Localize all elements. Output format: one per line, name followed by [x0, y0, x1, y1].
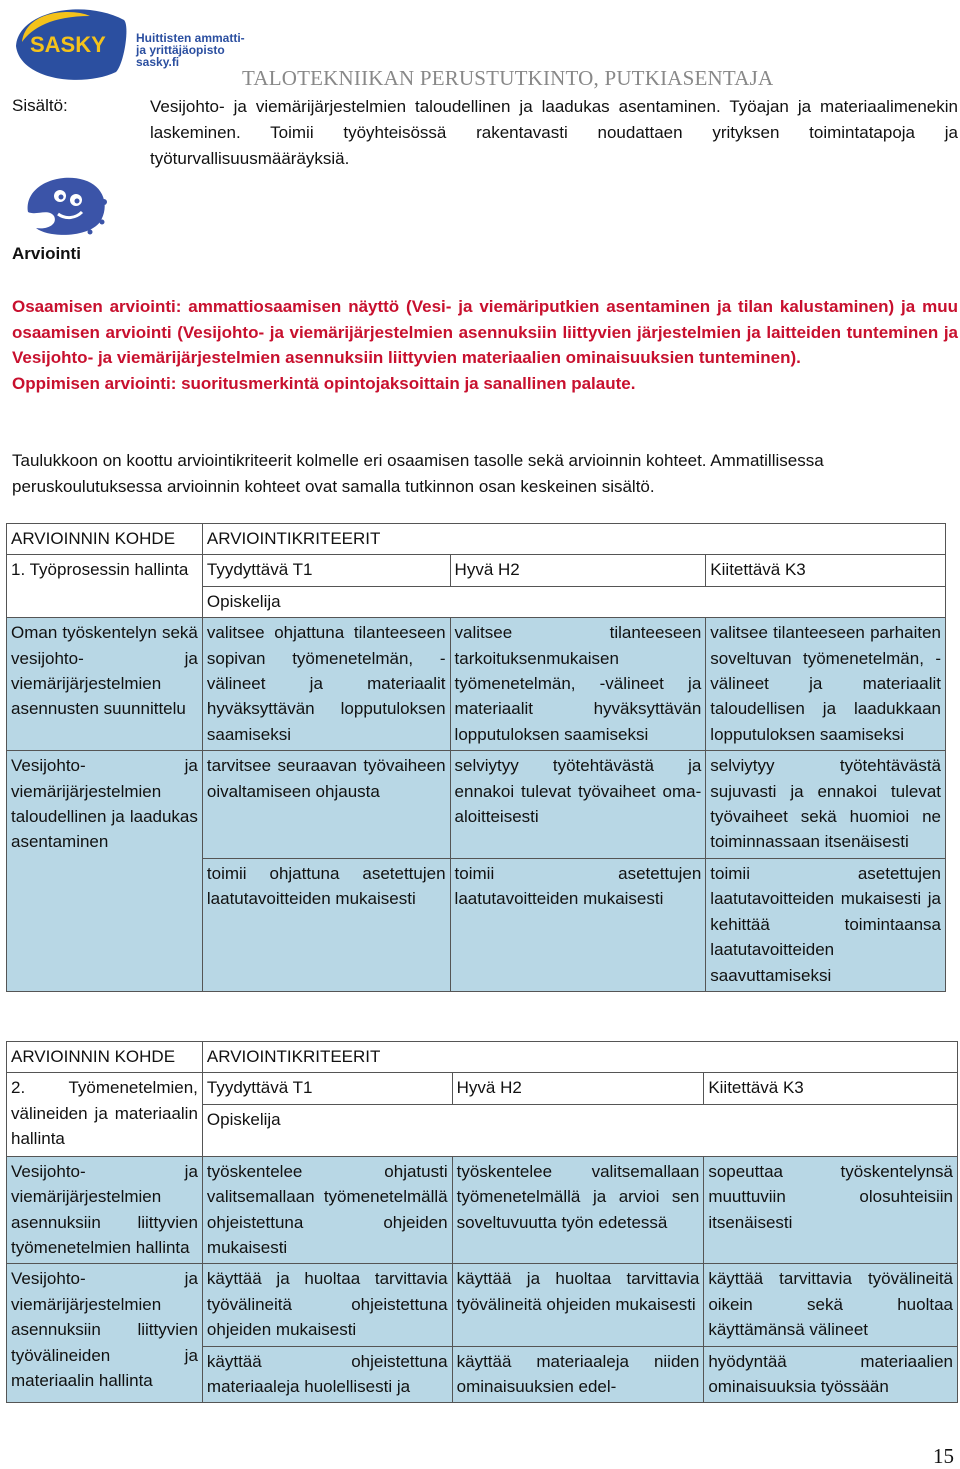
logo-line-2: ja yrittäjäopisto — [136, 43, 225, 57]
row-target: Vesijohto- ja viemärijärjestelmien asennuksiin liittyvien työvälineiden ja materiaalin hallinta — [7, 1264, 203, 1403]
row-h2: selviytyy työtehtävästä ja ennakoi tulevat työvaiheet oma-aloitteisesti — [450, 751, 706, 859]
table-row — [7, 1156, 958, 1264]
table-row — [7, 1264, 958, 1346]
page-number: 15 — [933, 1444, 954, 1468]
col-target-header: ARVIOINNIN KOHDE — [7, 1042, 203, 1073]
student-label: Opiskelija — [202, 586, 945, 617]
mascot-icon — [18, 172, 110, 238]
assessment-red-block — [12, 294, 958, 396]
sasky-logo — [12, 2, 252, 84]
section-title: 1. Työprosessin hallinta — [7, 555, 203, 618]
level-k3: Kiitettävä K3 — [704, 1073, 958, 1104]
document-subtitle: TALOTEKNIIKAN PERUSTUTKINTO, PUTKIASENTAJA — [242, 66, 774, 90]
row-k3: toimii asetettujen laatutavoitteiden mukaisesti ja kehittää toimintaansa laatutavoitteiden saavuttamiseksi — [706, 858, 946, 991]
level-t1: Tyydyttävä T1 — [202, 555, 450, 586]
row-k3: käyttää tarvittavia työvälineitä oikein sekä huoltaa käyttämänsä välineet — [704, 1264, 958, 1346]
row-k3: hyödyntää materiaalien ominaisuuksia työssään — [704, 1346, 958, 1403]
table-level-row — [7, 1073, 958, 1104]
row-h2: työskentelee valitsemallaan työmenetelmällä ja arvioi sen soveltuvuutta työn edetessä — [452, 1156, 704, 1264]
row-h2: käyttää ja huoltaa tarvittavia työvälineitä ohjeiden mukaisesti — [452, 1264, 704, 1346]
level-h2: Hyvä H2 — [452, 1073, 704, 1104]
row-t1: valitsee ohjattuna tilanteeseen sopivan työmenetelmän, -välineet ja materiaalit hyväksyttävän lopputuloksen saamiseksi — [202, 618, 450, 751]
content-text: Vesijohto- ja viemärijärjestelmien taloudellinen ja laadukas asentaminen. Työajan ja materiaalimenekin laskeminen. Toimii työyhteisössä rakentavasti noudattaen yrityksen toimintatapoja ja työturvallisuusmääräyksiä. — [150, 97, 958, 168]
row-target: Oman työskentelyn sekä vesijohto- ja viemärijärjestelmien asennusten suunnittelu — [7, 618, 203, 751]
assessment-intro: Taulukkoon on koottu arviointikriteerit kolmelle eri osaamisen tasolle sekä arvioinnin kohteet. Ammatillisessa peruskoulutuksessa arvioinnin kohteet ovat samalla tutkinnon osan keskeinen sisältö. — [12, 451, 824, 496]
criteria-table-1 — [6, 523, 946, 992]
logo-brand-text: SASKY — [30, 32, 106, 57]
learning-assessment-text: Oppimisen arviointi: suoritusmerkintä opintojaksoittain ja sanallinen palaute. — [12, 373, 636, 393]
row-h2: toimii asetettujen laatutavoitteiden mukaisesti — [450, 858, 706, 991]
level-k3: Kiitettävä K3 — [706, 555, 946, 586]
row-target: Vesijohto- ja viemärijärjestelmien taloudellinen ja laadukas asentaminen — [7, 751, 203, 859]
assessment-heading: Arviointi — [12, 244, 81, 263]
logo-line-1: Huittisten ammatti- — [136, 31, 245, 45]
row-t1: toimii ohjattuna asetettujen laatutavoitteiden mukaisesti — [202, 858, 450, 991]
table-row — [7, 751, 946, 859]
skills-assessment-text: Osaamisen arviointi: ammattiosaamisen näyttö (Vesi- ja viemäriputkien asentaminen ja tilan kalustaminen) ja muu osaamisen arviointi (Vesijohto- ja viemärijärjestelmien asennuksiin liittyvien järjestelmien ja laitteiden tunteminen ja Vesijohto- ja viemärijärjestelmien asennuksiin liittyvien materiaalien ominaisuuksien tunteminen). — [12, 297, 958, 368]
level-h2: Hyvä H2 — [450, 555, 706, 586]
logo-line-3: sasky.fi — [136, 55, 180, 69]
table-level-row — [7, 555, 946, 586]
level-t1: Tyydyttävä T1 — [202, 1073, 452, 1104]
row-h2: käyttää materiaaleja niiden ominaisuuksien edel- — [452, 1346, 704, 1403]
row-t1: käyttää ohjeistettuna materiaaleja huolellisesti ja — [202, 1346, 452, 1403]
table-header-row — [7, 524, 946, 555]
col-target-header: ARVIOINNIN KOHDE — [7, 524, 203, 555]
table-row — [7, 858, 946, 991]
section-title: 2. Työmenetelmien, välineiden ja materiaalin hallinta — [7, 1073, 203, 1156]
table-header-row — [7, 1042, 958, 1073]
row-t1: käyttää ja huoltaa tarvittavia työvälineitä ohjeistettuna ohjeiden mukaisesti — [202, 1264, 452, 1346]
student-label: Opiskelija — [202, 1104, 957, 1156]
col-criteria-header: ARVIOINTIKRITEERIT — [202, 524, 945, 555]
row-target: Vesijohto- ja viemärijärjestelmien asennuksiin liittyvien työmenetelmien hallinta — [7, 1156, 203, 1264]
row-t1: tarvitsee seuraavan työvaiheen oivaltamiseen ohjausta — [202, 751, 450, 859]
row-target — [7, 858, 203, 991]
row-t1: työskentelee ohjatusti valitsemallaan työmenetelmällä ohjeistettuna ohjeiden mukaisesti — [202, 1156, 452, 1264]
col-criteria-header: ARVIOINTIKRITEERIT — [202, 1042, 957, 1073]
row-k3: sopeuttaa työskentelynsä muuttuviin olosuhteisiin itsenäisesti — [704, 1156, 958, 1264]
row-k3: selviytyy työtehtävästä sujuvasti ja ennakoi tulevat työvaiheet sekä huomioi ne toiminnassaan itsenäisesti — [706, 751, 946, 859]
content-label: Sisältö: — [12, 96, 68, 115]
row-k3: valitsee tilanteeseen parhaiten soveltuvan työmenetelmän, -välineet ja materiaalit taloudellisen ja laadukkaan lopputuloksen saamiseksi — [706, 618, 946, 751]
row-h2: valitsee tilanteeseen tarkoituksenmukaisen työmenetelmän, -välineet ja materiaalit hyväksyttävän lopputuloksen saamiseksi — [450, 618, 706, 751]
criteria-table-2 — [6, 1041, 958, 1403]
table-row — [7, 618, 946, 751]
